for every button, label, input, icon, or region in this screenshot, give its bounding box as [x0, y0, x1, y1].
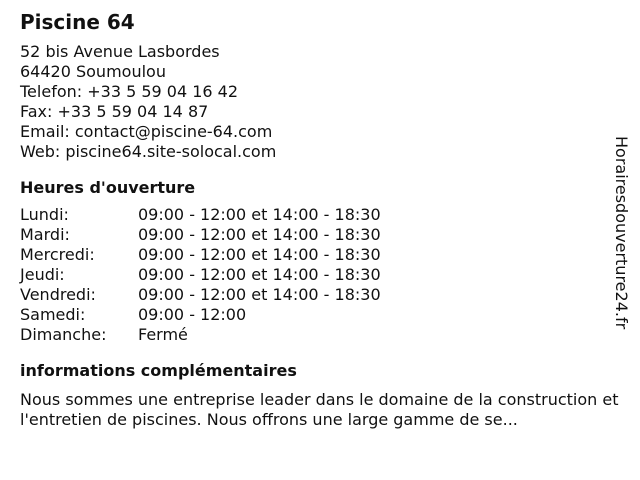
day-hours: 09:00 - 12:00 et 14:00 - 18:30	[138, 265, 381, 284]
day-label: Dimanche:	[20, 325, 107, 344]
additional-info-text: Nous sommes une entreprise leader dans le domaine de la construction et l'entretien de piscines. Nous offrons une large gamme de se...	[20, 390, 619, 429]
day-label: Vendredi:	[20, 285, 96, 304]
fax-number: Fax: +33 5 59 04 14 87	[20, 102, 209, 121]
day-hours: Fermé	[138, 325, 188, 344]
address-line-1: 52 bis Avenue Lasbordes	[20, 42, 220, 61]
day-hours: 09:00 - 12:00	[138, 305, 247, 324]
day-hours: 09:00 - 12:00 et 14:00 - 18:30	[138, 245, 381, 264]
website: Web: piscine64.site-solocal.com	[20, 142, 277, 161]
day-hours: 09:00 - 12:00 et 14:00 - 18:30	[138, 205, 381, 224]
opening-hours-table	[20, 205, 620, 345]
hours-row-jeudi	[20, 265, 620, 285]
day-label: Lundi:	[20, 205, 69, 224]
opening-hours-heading: Heures d'ouverture	[20, 178, 196, 197]
address-line-2: 64420 Soumoulou	[20, 62, 166, 81]
day-hours: 09:00 - 12:00 et 14:00 - 18:30	[138, 285, 381, 304]
email-address: Email: contact@piscine-64.com	[20, 122, 273, 141]
site-watermark: Horairesdouverture24.fr	[612, 136, 631, 330]
day-label: Mercredi:	[20, 245, 95, 264]
hours-row-vendredi	[20, 285, 620, 305]
business-card	[20, 10, 620, 430]
hours-row-samedi	[20, 305, 620, 325]
hours-row-mardi	[20, 225, 620, 245]
business-name: Piscine 64	[20, 10, 135, 34]
day-label: Mardi:	[20, 225, 70, 244]
additional-info-heading: informations complémentaires	[20, 361, 297, 380]
hours-row-dimanche	[20, 325, 620, 345]
contact-details	[20, 42, 620, 162]
day-label: Samedi:	[20, 305, 86, 324]
day-label: Jeudi:	[20, 265, 65, 284]
phone-number: Telefon: +33 5 59 04 16 42	[20, 82, 239, 101]
hours-row-lundi	[20, 205, 620, 225]
day-hours: 09:00 - 12:00 et 14:00 - 18:30	[138, 225, 381, 244]
hours-row-mercredi	[20, 245, 620, 265]
